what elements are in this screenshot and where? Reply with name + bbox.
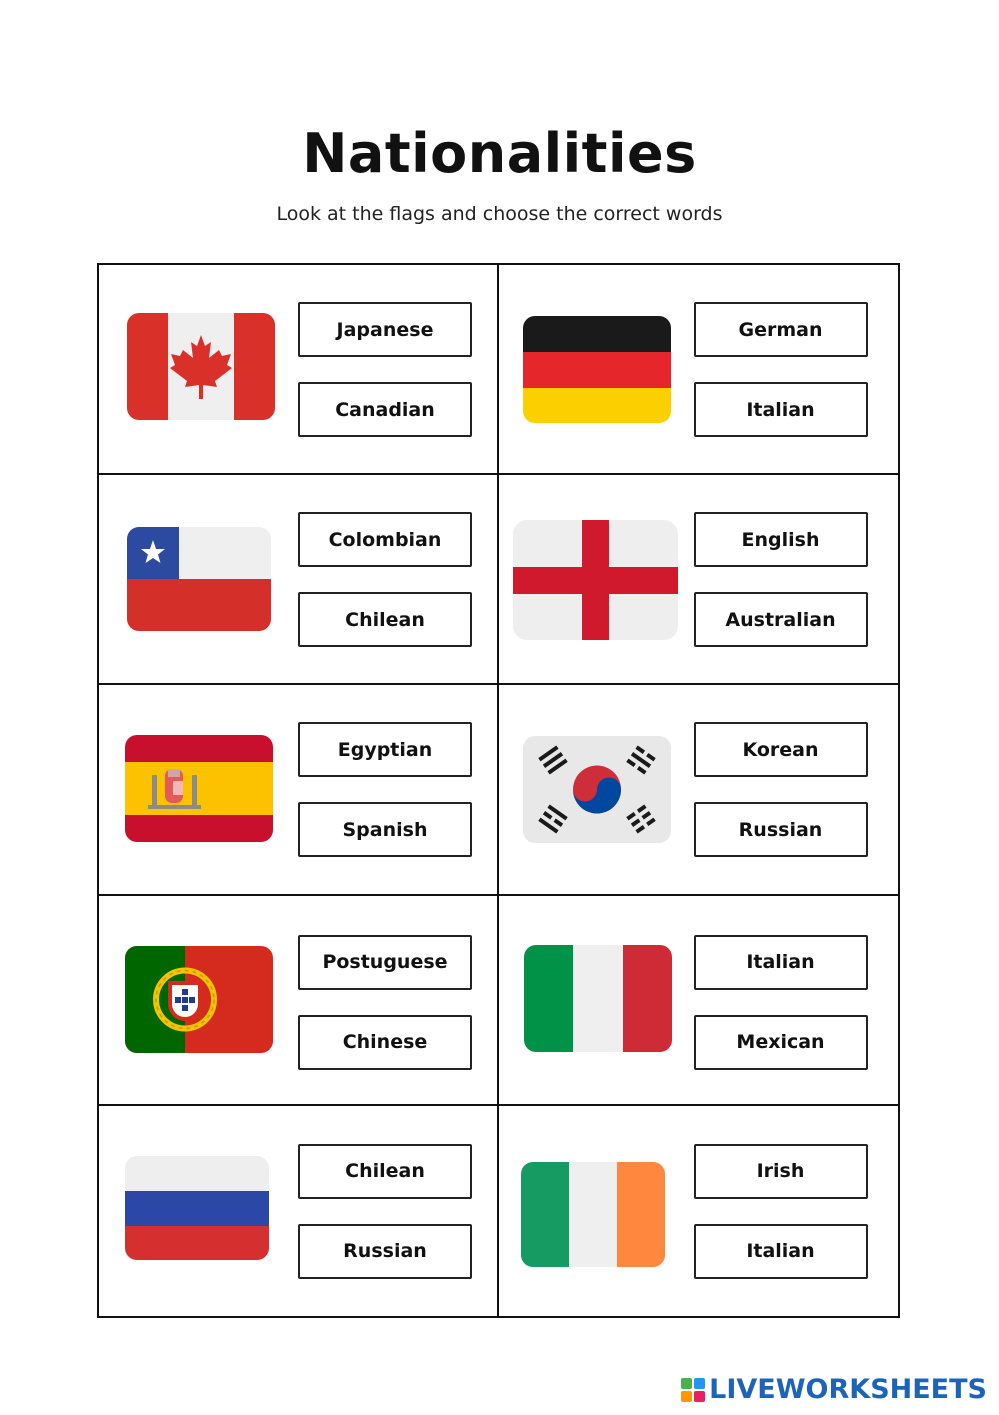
spain-flag-icon [125, 735, 273, 842]
portugal-flag-icon [125, 946, 273, 1053]
england-flag-icon [513, 520, 678, 640]
cell-chile [99, 475, 499, 685]
liveworksheets-brand [681, 1374, 987, 1405]
canada-flag-icon [127, 313, 275, 420]
option-button[interactable]: Canadian [298, 382, 472, 437]
option-button[interactable]: Chilean [298, 1144, 472, 1199]
flags-grid [97, 263, 900, 1318]
italy-flag-icon [524, 945, 672, 1052]
cell-italy [499, 896, 899, 1106]
option-button[interactable]: Italian [694, 382, 868, 437]
cell-england [499, 475, 899, 685]
cell-canada [99, 265, 499, 475]
cell-portugal [99, 896, 499, 1106]
option-button[interactable]: Japanese [298, 302, 472, 357]
south-korea-flag-icon [523, 736, 671, 843]
option-button[interactable]: Egyptian [298, 722, 472, 777]
option-button[interactable]: Irish [694, 1144, 868, 1199]
option-button[interactable]: Colombian [298, 512, 472, 567]
brand-name: LIVEWORKSHEETS [709, 1374, 987, 1405]
option-button[interactable]: Italian [694, 1224, 868, 1279]
page-title: Nationalities [302, 122, 697, 185]
option-button[interactable]: Italian [694, 935, 868, 990]
page-subtitle: Look at the flags and choose the correct words [276, 203, 723, 225]
option-button[interactable]: Chinese [298, 1015, 472, 1070]
option-button[interactable]: Russian [298, 1224, 472, 1279]
cell-russia [99, 1106, 499, 1316]
option-button[interactable]: German [694, 302, 868, 357]
option-button[interactable]: English [694, 512, 868, 567]
option-button[interactable]: Korean [694, 722, 868, 777]
germany-flag-icon [523, 316, 671, 423]
option-button[interactable]: Chilean [298, 592, 472, 647]
option-button[interactable]: Spanish [298, 802, 472, 857]
ireland-flag-icon [521, 1162, 665, 1267]
option-button[interactable]: Australian [694, 592, 868, 647]
cell-germany [499, 265, 899, 475]
option-button[interactable]: Russian [694, 802, 868, 857]
cell-south-korea [499, 685, 899, 895]
option-button[interactable]: Mexican [694, 1015, 868, 1070]
cell-spain [99, 685, 499, 895]
option-button[interactable]: Postuguese [298, 935, 472, 990]
liveworksheets-logo-icon [681, 1378, 705, 1402]
chile-flag-icon [127, 527, 271, 631]
russia-flag-icon [125, 1156, 269, 1260]
cell-ireland [499, 1106, 899, 1316]
